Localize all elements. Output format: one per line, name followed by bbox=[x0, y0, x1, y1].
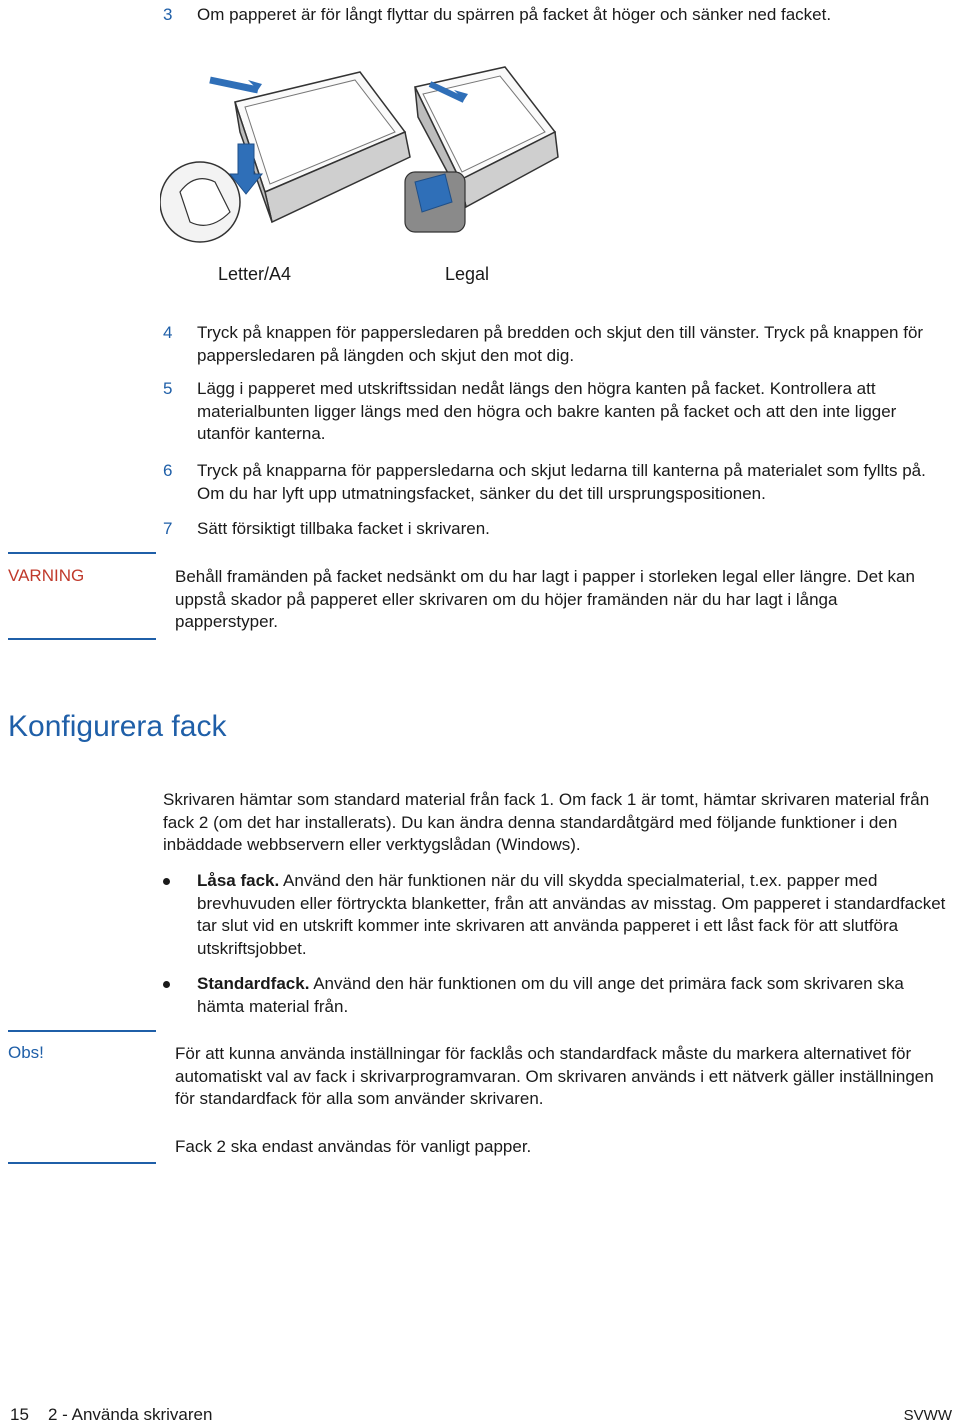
bullet-term: Låsa fack. bbox=[197, 871, 280, 890]
note-rule-bottom bbox=[8, 1162, 156, 1164]
step-5 bbox=[163, 378, 953, 446]
step-number: 6 bbox=[163, 461, 173, 480]
tray-letter-a4-drawing bbox=[160, 72, 410, 242]
warning-text: Behåll framänden på facket nedsänkt om du har lagt i papper i storleken legal eller längre. Det kan uppstå skador på papperet eller skrivaren om du höjer framänden när du har lagt i långa papperstyper. bbox=[175, 567, 915, 631]
warning-label: VARNING bbox=[8, 566, 85, 585]
tray-legal-drawing bbox=[405, 67, 558, 232]
note-text-2: Fack 2 ska endast användas för vanligt papper. bbox=[175, 1137, 532, 1156]
step-6 bbox=[163, 460, 953, 505]
step-text: Sätt försiktigt tillbaka facket i skrivaren. bbox=[197, 519, 490, 538]
caption-legal: Legal bbox=[445, 264, 490, 284]
step-text: Tryck på knapparna för pappersledarna och skjut ledarna till kanterna på materialet som fyllts på. Om du har lyft upp utmatningsfacket, sänker du det till ursprungspositionen. bbox=[197, 461, 926, 503]
bullet-lock-tray bbox=[163, 870, 953, 960]
step-7 bbox=[163, 518, 953, 541]
step-text: Tryck på knappen för pappersledaren på bredden och skjut den till vänster. Tryck på knappen för pappersledaren på längden och skjut den mot dig. bbox=[197, 323, 924, 365]
section-intro: Skrivaren hämtar som standard material från fack 1. Om fack 1 är tomt, hämtar skrivaren material från fack 2 (om det har installerats). Du kan ändra denna standardåtgärd med följande funktioner i den inbäddade webbservern eller verktygslådan (Windows). bbox=[163, 790, 930, 854]
bullet-dot bbox=[163, 981, 170, 988]
step-3 bbox=[163, 4, 831, 27]
step-number: 4 bbox=[163, 323, 173, 342]
step-4 bbox=[163, 322, 953, 367]
footer-code: SVWW bbox=[903, 1407, 952, 1424]
bullet-default-tray bbox=[163, 973, 953, 1018]
bullet-term: Standardfack. bbox=[197, 974, 310, 993]
step-number: 3 bbox=[163, 5, 173, 24]
bullet-text: Använd den här funktionen när du vill skydda specialmaterial, t.ex. papper med brevhuvuden eller förtryckta blanketter, från att användas av misstag. Om papperet i standardfacket tar slut vid en utskrift kommer inte skrivaren att använda papperet i ett låst fack för att slutföra utskriftsjobbet. bbox=[197, 871, 946, 958]
step-number: 5 bbox=[163, 379, 173, 398]
section-title: Konfigurera fack bbox=[8, 710, 227, 743]
step-text: Lägg i papperet med utskriftssidan nedåt längs den högra kanten på facket. Kontrollera att materialbunten ligger längs med den högra och bakre kanten på facket och att den inte ligger utanför kanterna. bbox=[197, 379, 897, 443]
footer-page-number: 15 bbox=[10, 1405, 29, 1424]
footer-chapter: 2 - Använda skrivaren bbox=[48, 1405, 213, 1424]
step-number: 7 bbox=[163, 519, 173, 538]
paper-tray-illustration bbox=[160, 62, 560, 262]
bullet-dot bbox=[163, 878, 170, 885]
warning-rule-bottom bbox=[8, 638, 156, 640]
step-text: Om papperet är för långt flyttar du spärren på facket åt höger och sänker ned facket. bbox=[197, 5, 832, 24]
note-label: Obs! bbox=[8, 1043, 44, 1062]
bullet-text: Använd den här funktionen om du vill ange det primära fack som skrivaren ska hämta material från. bbox=[197, 974, 904, 1016]
note-rule-top bbox=[8, 1030, 156, 1032]
caption-letter-a4: Letter/A4 bbox=[218, 264, 292, 284]
warning-rule-top bbox=[8, 552, 156, 554]
note-text-1: För att kunna använda inställningar för facklås och standardfack måste du markera alternativet för automatiskt val av fack i skrivarprogramvaran. Om skrivaren används i ett nätverk gäller inställningen för standardfack för alla som använder skrivaren. bbox=[175, 1044, 934, 1108]
